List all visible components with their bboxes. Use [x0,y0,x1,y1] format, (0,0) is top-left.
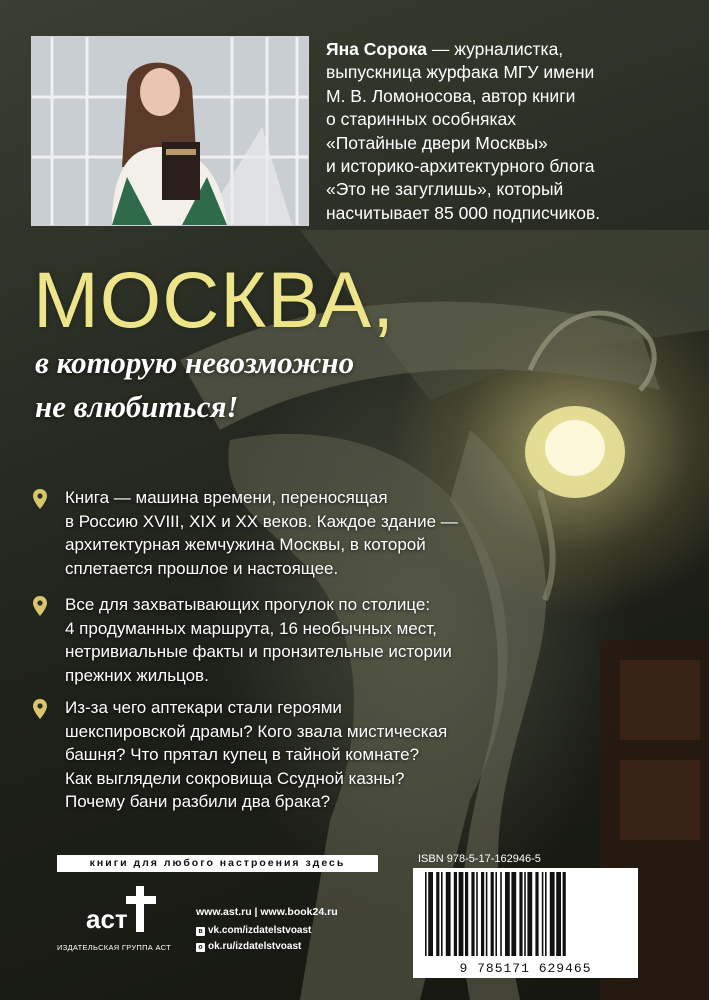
author-bio-line: «Это не загуглишь», который [326,179,564,200]
bullet-line: Из-за чего аптекари стали героями [65,698,342,717]
barcode-bar [425,872,427,956]
author-photo-illustration [32,37,308,225]
barcode-bar [436,872,439,956]
barcode-bar [519,872,522,956]
location-pin-icon [33,489,47,509]
location-pin-icon [33,699,47,719]
barcode-bar [471,872,474,956]
vk-icon: в [196,927,205,936]
bullet-line: шекспировской драмы? Кого звала мистическая [65,721,448,741]
author-bio-line: — журналистка, [431,39,564,59]
barcode-bar [524,872,526,956]
author-bio-line: и историко-архитектурного блога [326,156,595,177]
barcode-bar [556,872,561,956]
vk-link[interactable] [196,925,311,936]
author-name: Яна Сорока [326,39,427,59]
barcode-bar [441,872,443,956]
bullet-line: нетривиальные факты и пронзительные истории [65,642,452,662]
barcode-bar [511,872,516,956]
headline: МОСКВА, [33,255,396,344]
bullet-line: Почему бани разбили два брака? [65,792,331,812]
bullet-line: Как выглядели сокровища Ссудной казны? [65,768,405,788]
bullet-line: Все для захватывающих прогулок по столице: [65,595,431,614]
author-bio-line: выпускница журфака МГУ имени [326,62,595,83]
barcode-bar [465,872,468,956]
bullet-line: архитектурная жемчужина Москвы, в которой [65,535,426,555]
barcode-bar [500,872,502,956]
location-pin-icon [33,596,47,616]
barcode-bar [535,872,538,956]
barcode-bar [491,872,494,956]
series-slogan-bar: книги для любого настроения здесь [57,855,378,872]
bullet-line: Книга — машина времени, переносящая [65,488,388,507]
barcode-bar [505,872,510,956]
author-bio-line: «Потайные двери Москвы» [326,132,548,153]
bullet-line: 4 продуманных маршрута, 16 необычных мест, [65,618,437,638]
bullet-line: прежних жильцов. [65,665,209,685]
vk-link-text: vk.com/izdatelstvoast [208,925,312,936]
author-bio-line: о старинных особняках [326,109,517,130]
isbn-label: ISBN 978-5-17-162946-5 [418,853,541,865]
barcode-digits: 9 785171 629465 [413,960,638,978]
barcode-bar [563,872,566,956]
publisher-links[interactable]: www.ast.ru | www.book24.ru [196,906,338,918]
barcode-bar [545,872,547,956]
ok-icon: o [196,943,205,952]
barcode [413,868,638,966]
author-photo [31,36,309,226]
bullet-line: в Россию XVIII, XIX и XX веков. Каждое здание — [65,511,458,531]
barcode-bar [454,872,457,956]
bullet-line: сплетается прошлое и настоящее. [65,558,339,578]
author-bio-line: насчитывает 85 000 подписчиков. [326,202,601,223]
barcode-bar [527,872,532,956]
barcode-bar [428,872,433,956]
barcode-bar [495,872,497,956]
ast-logo-text: аст [86,904,128,934]
ok-link[interactable] [196,941,301,952]
tagline-line: не влюбиться! [35,389,239,424]
publisher-label: ИЗДАТЕЛЬСКАЯ ГРУППА АСТ [57,943,171,952]
barcode-bar [550,872,555,956]
barcode-bar [486,872,488,956]
ast-logo [84,882,164,938]
ok-link-text: ok.ru/izdatelstvoast [208,941,302,952]
author-bio [326,38,691,225]
barcode-bar [446,872,451,956]
author-bio-line: М. В. Ломоносова, автор книги [326,85,576,106]
bullet-line: башня? Что прятал купец в тайной комнате? [65,745,420,765]
barcode-bar [459,872,464,956]
barcode-bar [476,872,478,956]
tagline-line: в которую невозможно [35,345,355,380]
barcode-bar [481,872,484,956]
barcode-bar [542,872,544,956]
